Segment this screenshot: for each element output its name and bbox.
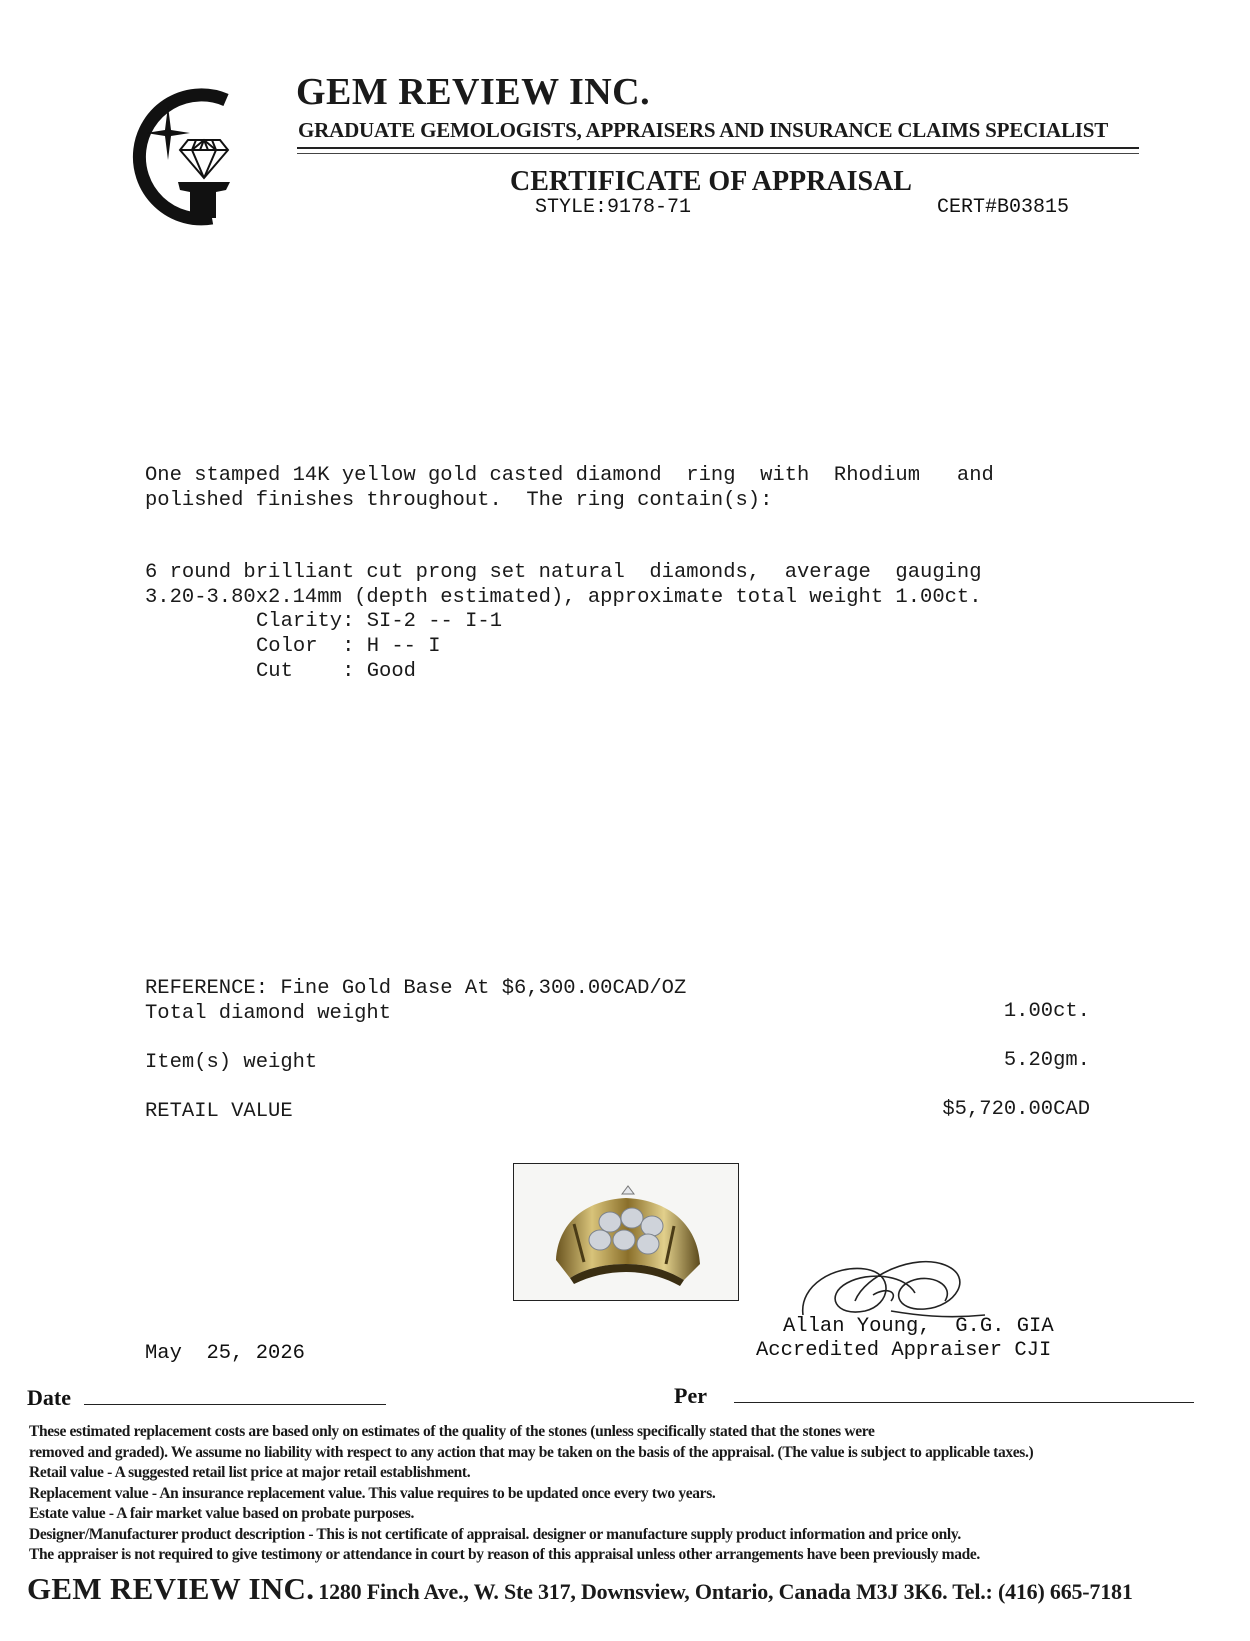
disclaimer-line: Replacement value - An insurance replacement value. This value requires to be updated once every two years. [29,1484,716,1502]
disclaimer-line: Estate value - A fair market value based on probate purposes. [29,1505,414,1522]
header-rule [297,153,1139,154]
stone-description: 6 round brilliant cut prong set natural diamonds, average gauging 3.20-3.80x2.14mm (depth estimated), approximate total weight 1.00ct. [145,561,982,609]
stone-grades: Clarity: SI-2 -- I-1 Color : H -- I Cut : Good [256,610,503,683]
ring-photo [513,1163,739,1301]
per-signature-line [734,1402,1194,1403]
disclaimer-line: Retail value - A suggested retail list price at major retail establishment. [29,1464,471,1481]
date-signature-line [84,1404,386,1405]
appraiser-title: Accredited Appraiser CJI [756,1339,1052,1362]
company-name: GEM REVIEW INC. [296,71,651,113]
item-description: One stamped 14K yellow gold casted diamond ring with Rhodium and polished finishes throughout. The ring contain(s): [145,464,994,512]
item-weight-value: 5.20gm. [1003,1049,1090,1072]
gold-reference: REFERENCE: Fine Gold Base At $6,300.00CAD/OZ [145,977,687,1000]
diamond-icon [180,140,228,178]
gem-review-logo [108,78,243,226]
total-diamond-weight-value: 1.00ct. [1003,1000,1090,1023]
certificate-title: CERTIFICATE OF APPRAISAL [510,166,912,197]
style-number: STYLE:9178-71 [535,196,692,219]
retail-value-label: RETAIL VALUE [145,1100,293,1123]
disclaimer-line: Designer/Manufacturer product description - This is not certificate of appraisal. designer or manufacture supply product information and price only. [29,1525,961,1543]
footer-company-name: GEM REVIEW INC. [27,1571,315,1606]
company-tagline: GRADUATE GEMOLOGISTS, APPRAISERS AND INSURANCE CLAIMS SPECIALIST [298,118,1109,142]
date-field-label: Date [27,1385,71,1410]
disclaimer-line: The appraiser is not required to give testimony or attendance in court by reason of this appraisal unless other arrangements have been previously made. [29,1546,980,1563]
disclaimer-line: removed and graded). We assume no liability with respect to any action that may be taken on the basis of the appraisal. (The value is subject to applicable taxes.) [29,1443,1034,1461]
total-diamond-weight-label: Total diamond weight [145,1002,392,1025]
appraiser-name: Allan Young, G.G. GIA [783,1315,1054,1338]
footer [27,1571,1133,1607]
per-field-label: Per [674,1383,707,1408]
retail-value-amount: $5,720.00CAD [942,1098,1090,1121]
certificate-number: CERT#B03815 [937,196,1070,219]
disclaimer-line: These estimated replacement costs are based only on estimates of the quality of the stones (unless specifically stated that the stones were [29,1423,875,1440]
disclaimer-block [29,1422,1229,1566]
appraisal-date: May 25, 2026 [145,1342,305,1365]
footer-address: 1280 Finch Ave., W. Ste 317, Downsview, Ontario, Canada M3J 3K6. Tel.: (416) 665-7181 [318,1579,1133,1604]
header-rule [297,147,1139,149]
item-weight-label: Item(s) weight [145,1051,318,1074]
